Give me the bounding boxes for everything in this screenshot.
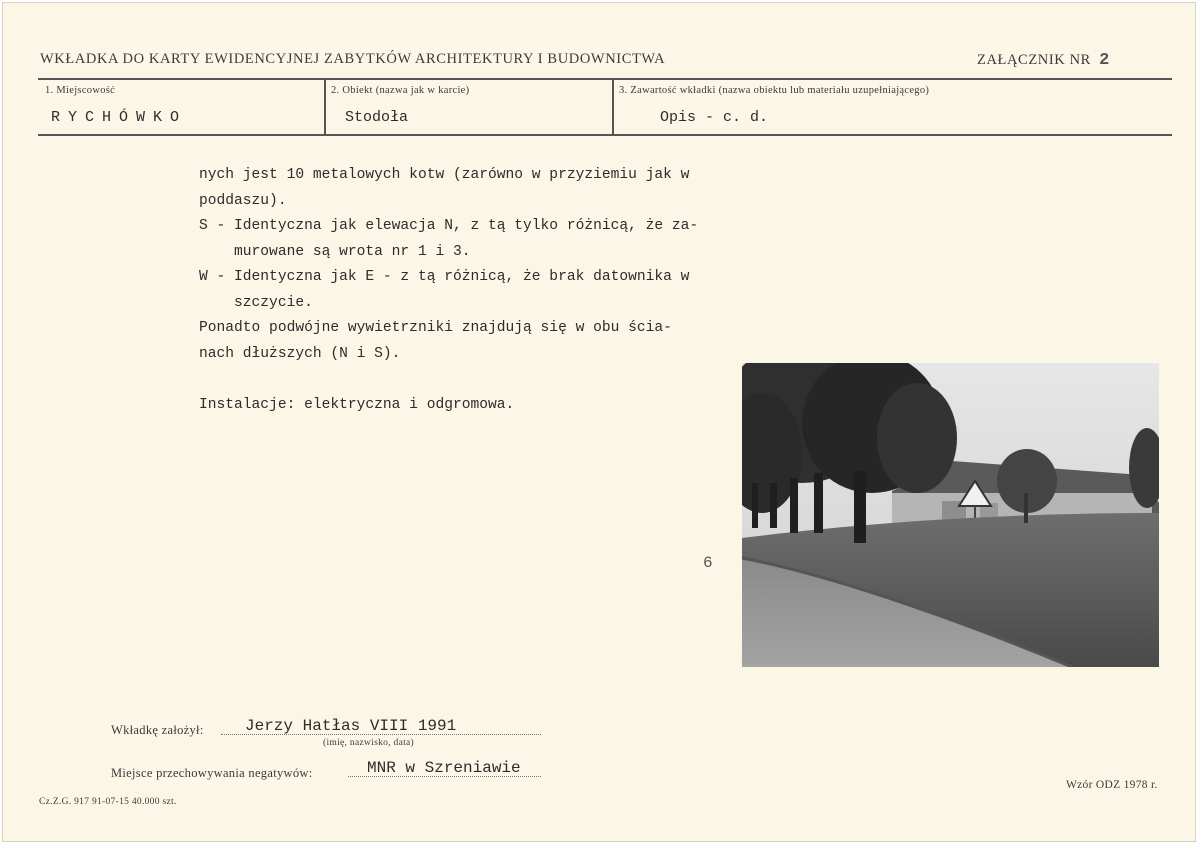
text-line: poddaszu).: [199, 192, 287, 209]
object-label: 2. Obiekt (nazwa jak w karcie): [331, 85, 470, 96]
attachment-number-label: [977, 51, 1110, 70]
print-info: Cz.Z.G. 917 91-07-15 40.000 szt.: [39, 797, 177, 807]
form-title: WKŁADKA DO KARTY EWIDENCYJNEJ ZABYTKÓW ARCHITEKTURY I BUDOWNICTWA: [40, 51, 666, 67]
photo-number: 6: [703, 554, 713, 572]
description-text: [199, 163, 799, 418]
attachment-label: ZAŁĄCZNIK NR: [977, 52, 1091, 68]
text-line: W - Identyczna jak E - z tą różnicą, że brak datownika w: [199, 269, 690, 285]
attachment-number: 2: [1099, 51, 1110, 70]
text-line: nach dłuższych (N i S).: [199, 345, 401, 362]
field-divider-2: [612, 79, 614, 135]
barn-photograph: [742, 363, 1159, 667]
place-label: 1. Miejscowość: [45, 85, 116, 96]
text-line: S - Identyczna jak elewacja N, z tą tylko różnicą, że za-: [199, 218, 699, 234]
text-line: [199, 367, 799, 393]
author-value: Jerzy Hatłas VIII 1991: [245, 717, 457, 735]
storage-value: MNR w Szreniawie: [367, 759, 521, 777]
text-line: murowane są wrota nr 1 i 3.: [199, 243, 471, 260]
storage-label: Miejsce przechowywania negatywów:: [111, 766, 313, 780]
field-divider-1: [324, 79, 326, 135]
header-bottom-rule: [38, 134, 1172, 136]
place-value: RYCHÓWKO: [51, 109, 188, 126]
object-value: Stodoła: [345, 109, 409, 126]
text-line: Instalacje: elektryczna i odgromowa.: [199, 396, 515, 413]
header-top-rule: [38, 78, 1172, 80]
text-line: nych jest 10 metalowych kotw (zarówno w przyziemiu jak w: [199, 167, 690, 183]
content-value: Opis - c. d.: [660, 109, 769, 126]
author-hint: (imię, nazwisko, data): [323, 738, 415, 748]
text-line: Ponadto podwójne wywietrzniki znajdują się w obu ścia-: [199, 320, 672, 336]
content-label: 3. Zawartość wkładki (nazwa obiektu lub materiału uzupełniającego): [619, 85, 930, 96]
form-model: Wzór ODZ 1978 r.: [1066, 779, 1158, 791]
author-label: Wkładkę założył:: [111, 723, 204, 737]
photo-image: [742, 363, 1159, 667]
text-line: szczycie.: [199, 294, 313, 311]
inventory-card-insert: [2, 2, 1196, 842]
